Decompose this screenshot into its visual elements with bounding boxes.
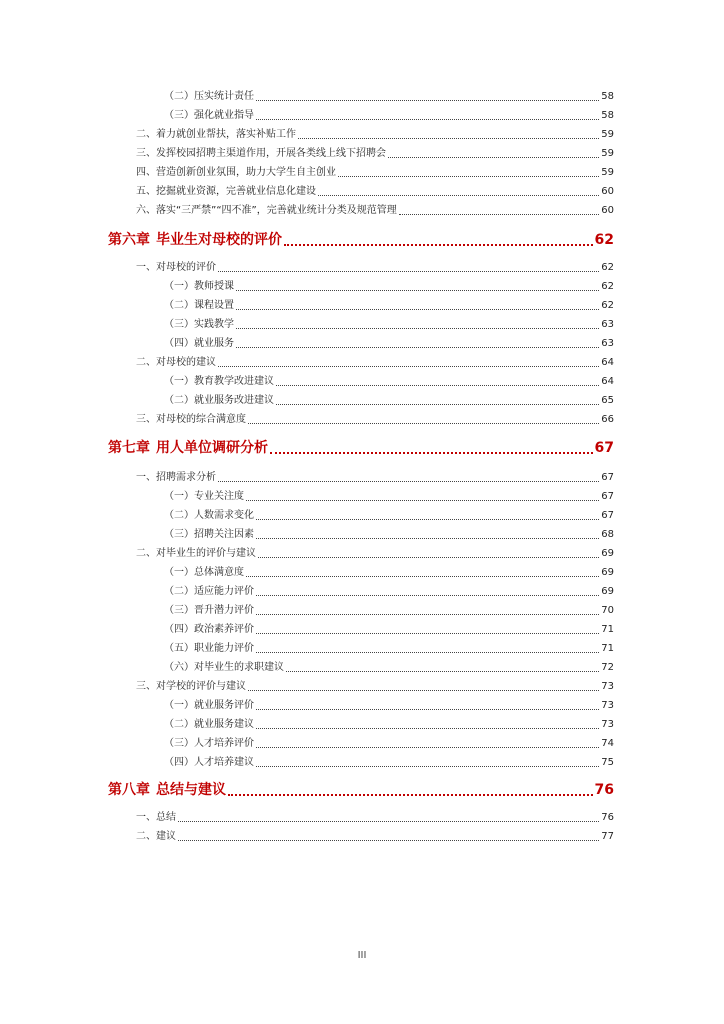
dot-leader (178, 840, 599, 841)
toc-page-number: 64 (601, 376, 614, 387)
toc-entry[interactable] (136, 547, 614, 561)
toc-entry[interactable] (136, 471, 614, 485)
toc-page-number: 59 (601, 148, 614, 159)
toc-entry-title: 六、落实“三严禁”“四不准”，完善就业统计分类及规范管理 (136, 205, 397, 216)
toc-entry[interactable] (164, 394, 614, 408)
dot-leader (236, 290, 599, 291)
toc-entry-title: 三、对学校的评价与建议 (136, 681, 246, 692)
toc-entry[interactable] (136, 811, 614, 825)
dot-leader (256, 519, 599, 520)
toc-page-number: 69 (601, 567, 614, 578)
toc-page-number: 74 (601, 738, 614, 749)
toc-entry[interactable] (136, 830, 614, 844)
toc-entry-title: 五、挖掘就业资源，完善就业信息化建设 (136, 186, 316, 197)
toc-page-number: 70 (601, 605, 614, 616)
toc-entry[interactable] (164, 756, 614, 770)
dot-leader (246, 500, 599, 501)
toc-entry-title: （一）教师授课 (164, 281, 234, 292)
dot-leader (256, 728, 599, 729)
toc-entry[interactable] (164, 318, 614, 332)
toc-entry-title: （三）人才培养评价 (164, 738, 254, 749)
dot-leader (218, 366, 599, 367)
toc-page-number: 62 (601, 281, 614, 292)
dot-leader (318, 195, 599, 196)
dot-leader (236, 347, 599, 348)
toc-page-number: 71 (601, 643, 614, 654)
toc-entry[interactable] (164, 737, 614, 751)
toc-entry-title: （三）实践教学 (164, 319, 234, 330)
toc-entry[interactable] (164, 90, 614, 104)
toc-entry-title: （二）人数需求变化 (164, 510, 254, 521)
dot-leader (399, 214, 600, 215)
toc-chapter-heading[interactable] (108, 229, 614, 251)
toc-entry[interactable] (164, 661, 614, 675)
dot-leader (256, 100, 599, 101)
toc-entry[interactable] (164, 642, 614, 656)
toc-entry[interactable] (164, 280, 614, 294)
toc-entry[interactable] (164, 509, 614, 523)
toc-page-number: 60 (601, 205, 614, 216)
toc-entry[interactable] (136, 166, 614, 180)
toc-entry-title: （二）压实统计责任 (164, 91, 254, 102)
dot-leader (286, 671, 599, 672)
toc-page-number: 62 (601, 300, 614, 311)
toc-page-number: 60 (601, 186, 614, 197)
toc-page-number: 72 (601, 662, 614, 673)
toc-page-number: 63 (601, 338, 614, 349)
toc-entry[interactable] (164, 299, 614, 313)
toc-page-number: 59 (601, 129, 614, 140)
toc-entry[interactable] (136, 204, 614, 218)
dot-leader (236, 309, 599, 310)
toc-entry-title: （一）专业关注度 (164, 491, 244, 502)
toc-entry-title: 二、对母校的建议 (136, 357, 216, 368)
toc-page-number: 76 (601, 812, 614, 823)
toc-entry-title: （四）政治素养评价 (164, 624, 254, 635)
toc-entry[interactable] (164, 109, 614, 123)
toc-page-number: 67 (601, 491, 614, 502)
toc-entry[interactable] (164, 604, 614, 618)
toc-entry-title: 三、发挥校园招聘主渠道作用，开展各类线上线下招聘会 (136, 148, 386, 159)
dot-leader (338, 176, 599, 177)
toc-entry-title: （二）课程设置 (164, 300, 234, 311)
toc-page-number: 69 (601, 548, 614, 559)
dot-leader (248, 423, 599, 424)
toc-entry-title: 一、对母校的评价 (136, 262, 216, 273)
toc-page-number: 62 (601, 262, 614, 273)
toc-page-number: 68 (601, 529, 614, 540)
dot-leader (284, 244, 593, 246)
toc-entry[interactable] (164, 490, 614, 504)
toc-page-number: 76 (594, 782, 614, 798)
toc-page-number: 69 (601, 586, 614, 597)
toc-entry-title: （三）晋升潜力评价 (164, 605, 254, 616)
toc-entry[interactable] (164, 718, 614, 732)
toc-page-number: 73 (601, 681, 614, 692)
page-footer-number: III (357, 950, 367, 961)
toc-entry[interactable] (136, 147, 614, 161)
dot-leader (256, 747, 599, 748)
toc-entry[interactable] (164, 566, 614, 580)
toc-chapter-heading[interactable] (108, 437, 614, 459)
toc-chapter-heading[interactable] (108, 779, 614, 801)
dot-leader (256, 709, 599, 710)
toc-entry-title: 二、着力就创业帮扶，落实补贴工作 (136, 129, 296, 140)
toc-entry-title: （五）职业能力评价 (164, 643, 254, 654)
toc-entry-title: 一、总结 (136, 812, 176, 823)
toc-page-number: 65 (601, 395, 614, 406)
dot-leader (178, 821, 599, 822)
toc-entry-title: （二）适应能力评价 (164, 586, 254, 597)
chapter-number: 第七章 (108, 440, 150, 456)
toc-page-number: 67 (601, 510, 614, 521)
toc-page-number: 58 (601, 110, 614, 121)
dot-leader (256, 652, 599, 653)
toc-entry-title: 二、建议 (136, 831, 176, 842)
toc-page-number: 67 (594, 440, 614, 456)
toc-entry[interactable] (136, 261, 614, 275)
dot-leader (256, 119, 599, 120)
toc-page-number: 58 (601, 91, 614, 102)
chapter-title: 毕业生对母校的评价 (156, 232, 282, 248)
toc-entry[interactable] (136, 356, 614, 370)
toc-entry[interactable] (164, 585, 614, 599)
dot-leader (246, 576, 599, 577)
toc-entry[interactable] (136, 128, 614, 142)
toc-entry[interactable] (136, 680, 614, 694)
toc-entry-title: （一）就业服务评价 (164, 700, 254, 711)
dot-leader (270, 452, 593, 454)
toc-entry-title: （六）对毕业生的求职建议 (164, 662, 284, 673)
toc-page-number: 73 (601, 700, 614, 711)
toc-page-number: 64 (601, 357, 614, 368)
chapter-number: 第八章 (108, 782, 150, 798)
dot-leader (248, 690, 599, 691)
toc-page-number: 62 (594, 232, 614, 248)
toc-entry-title: 四、营造创新创业氛围，助力大学生自主创业 (136, 167, 336, 178)
toc-entry[interactable] (164, 375, 614, 389)
dot-leader (276, 385, 599, 386)
dot-leader (218, 271, 599, 272)
toc-entry-title: （三）强化就业指导 (164, 110, 254, 121)
dot-leader (228, 794, 593, 796)
toc-entry-title: （二）就业服务改进建议 (164, 395, 274, 406)
toc-entry-title: （四）人才培养建议 (164, 757, 254, 768)
toc-entry-title: （一）教育教学改进建议 (164, 376, 274, 387)
toc-entry[interactable] (136, 185, 614, 199)
toc-entry[interactable] (164, 623, 614, 637)
toc-page-number: 73 (601, 719, 614, 730)
toc-entry-title: 三、对母校的综合满意度 (136, 414, 246, 425)
toc-entry-title: （二）就业服务建议 (164, 719, 254, 730)
dot-leader (256, 766, 599, 767)
toc-entry-title: 二、对毕业生的评价与建议 (136, 548, 256, 559)
toc-page-number: 67 (601, 472, 614, 483)
toc-entry-title: 一、招聘需求分析 (136, 472, 216, 483)
toc-entry-title: （三）招聘关注因素 (164, 529, 254, 540)
toc-page-number: 75 (601, 757, 614, 768)
dot-leader (218, 481, 599, 482)
chapter-number: 第六章 (108, 232, 150, 248)
toc-entry-title: （一）总体满意度 (164, 567, 244, 578)
toc-page-number: 71 (601, 624, 614, 635)
dot-leader (276, 404, 599, 405)
toc-page-number: 59 (601, 167, 614, 178)
chapter-title: 用人单位调研分析 (156, 440, 268, 456)
dot-leader (258, 557, 599, 558)
dot-leader (256, 538, 599, 539)
dot-leader (256, 633, 599, 634)
toc-entry-title: （四）就业服务 (164, 338, 234, 349)
toc-page-number: 77 (601, 831, 614, 842)
dot-leader (256, 595, 599, 596)
chapter-title: 总结与建议 (156, 782, 226, 798)
toc-page-number: 63 (601, 319, 614, 330)
toc-entry[interactable] (164, 699, 614, 713)
toc-entry[interactable] (136, 413, 614, 427)
dot-leader (298, 138, 599, 139)
dot-leader (256, 614, 599, 615)
toc-page-number: 66 (601, 414, 614, 425)
dot-leader (236, 328, 599, 329)
dot-leader (388, 157, 599, 158)
toc-entry[interactable] (164, 528, 614, 542)
toc-entry[interactable] (164, 337, 614, 351)
